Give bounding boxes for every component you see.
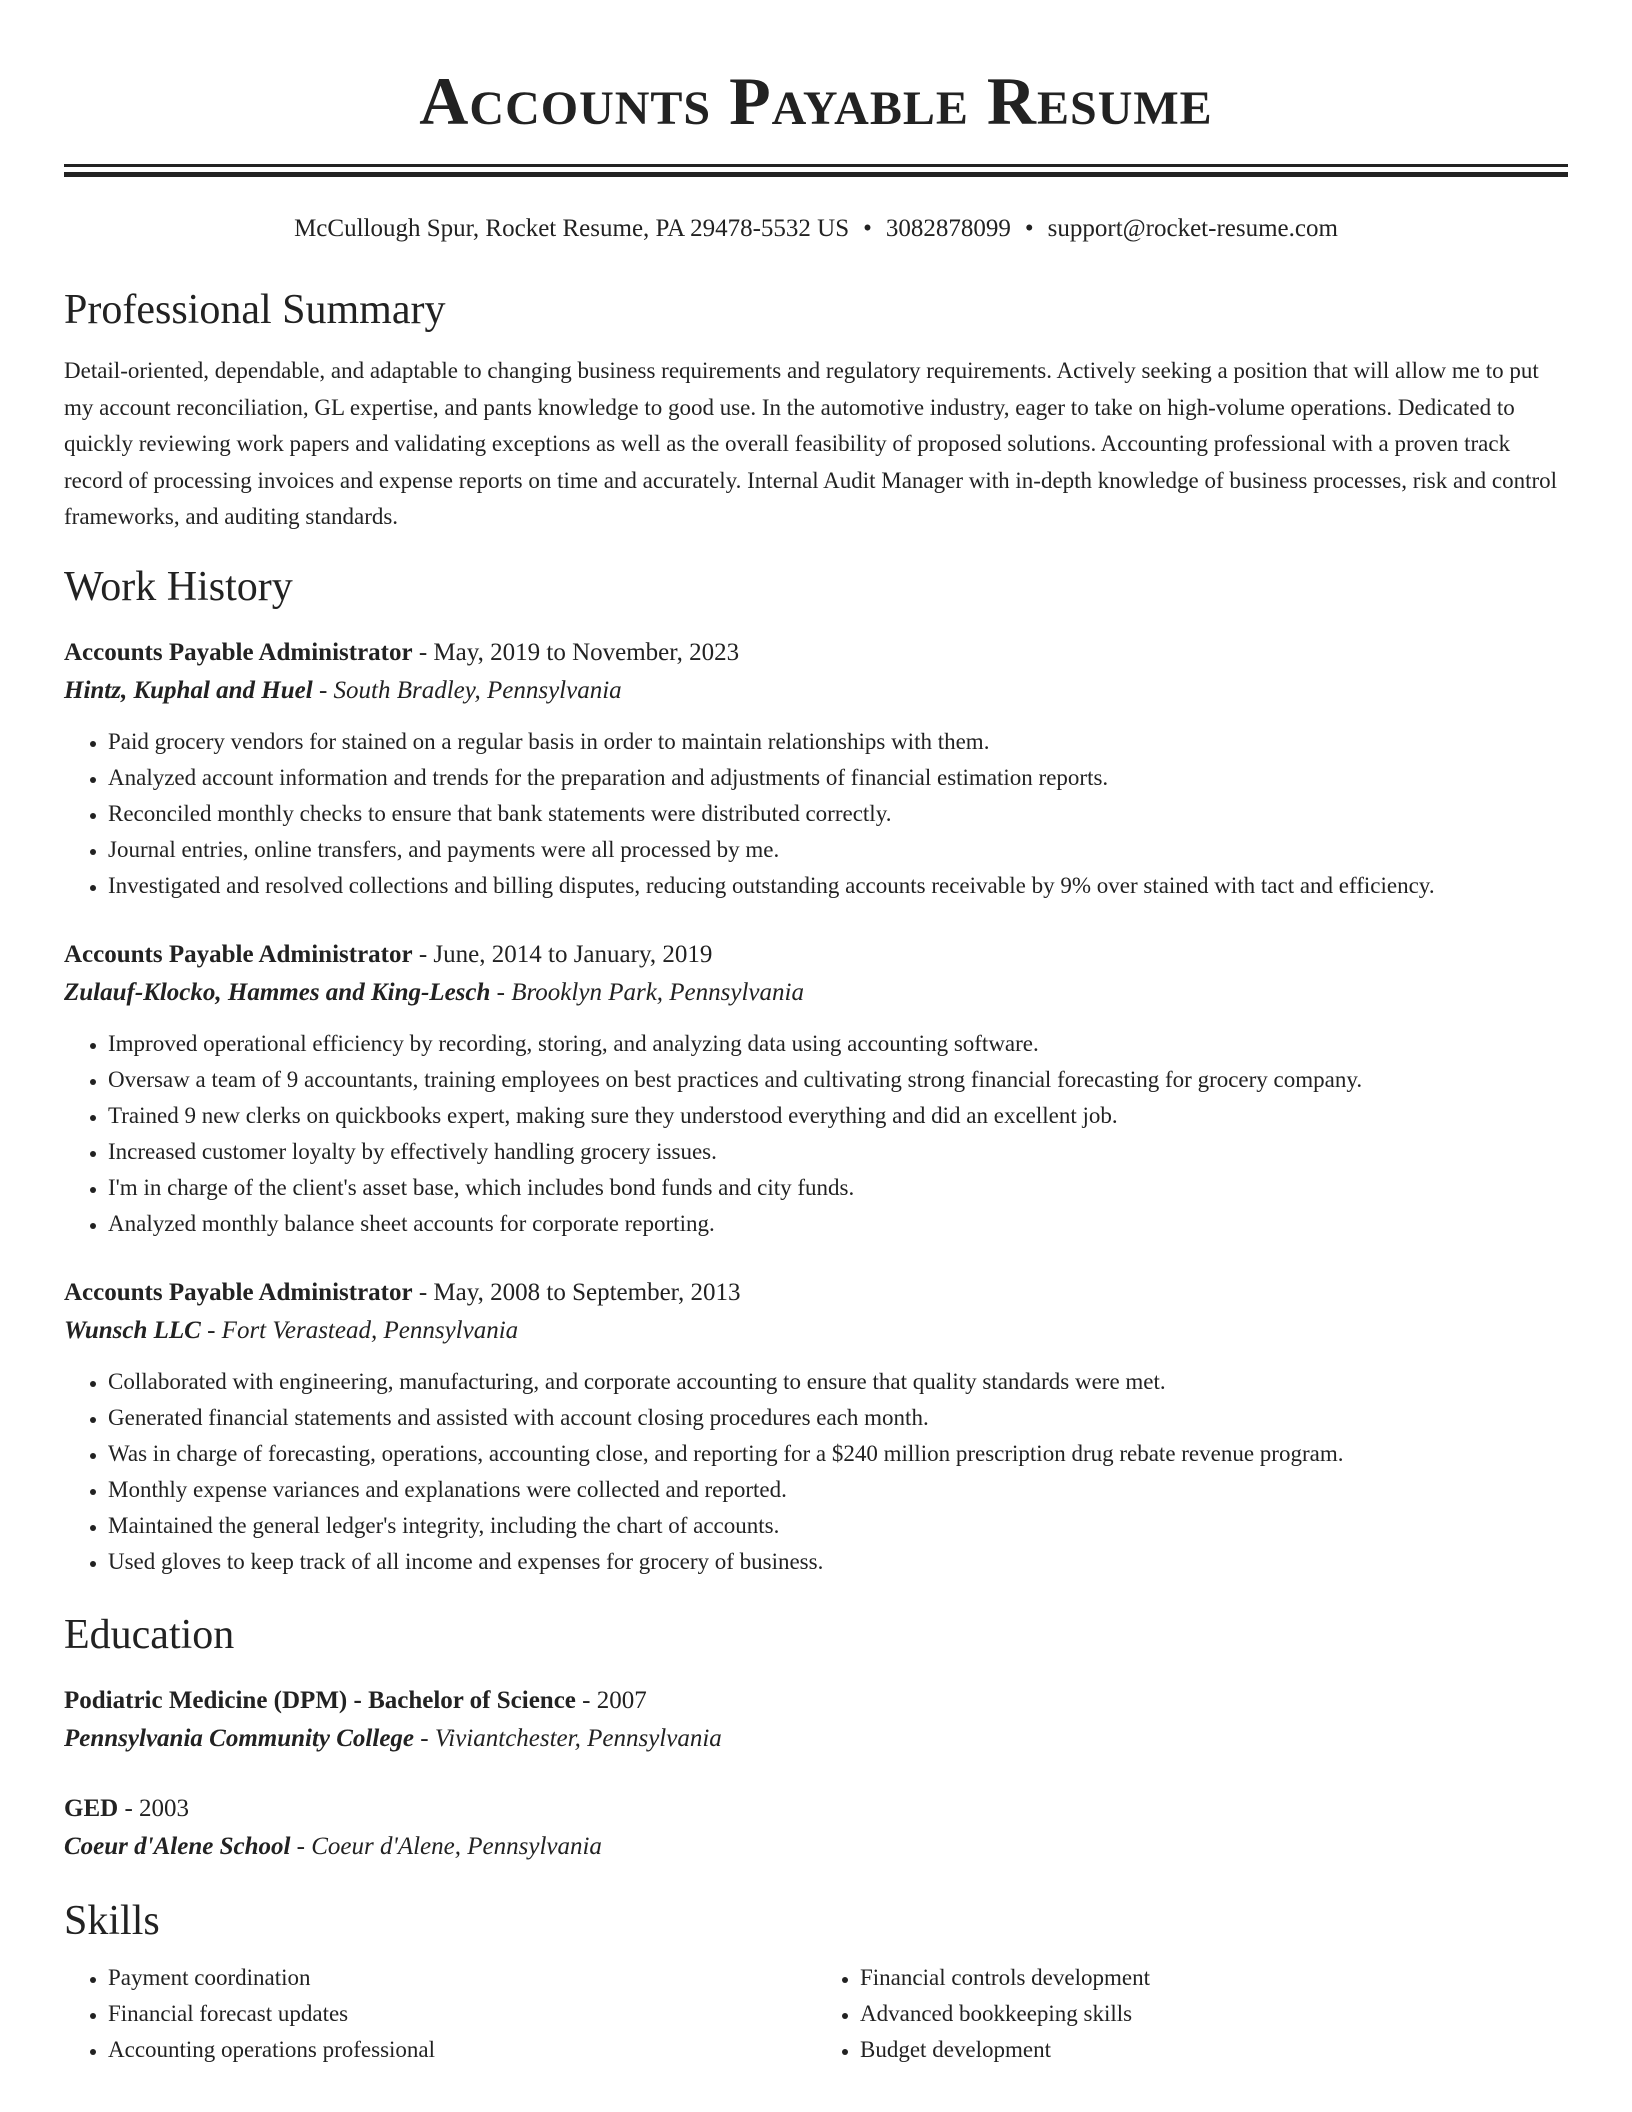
edu-school-line [64, 1720, 1568, 1758]
job-bullet: • Oversaw a team of 9 accountants, training employees on best practices and cultivating strong financial forecasting for grocery company. [108, 1062, 1568, 1098]
job-company: Wunsch LLC [64, 1316, 201, 1344]
job-entry [64, 936, 1568, 1242]
title-rule-thin [64, 164, 1568, 167]
job-location: - South Bradley, Pennsylvania [312, 676, 622, 704]
skill-item: • Financial controls development [860, 1960, 1568, 1996]
edu-school-line [64, 1828, 1568, 1866]
job-bullet: • Generated financial statements and assisted with account closing procedures each month. [108, 1400, 1568, 1436]
job-bullet: • Analyzed account information and trends for the preparation and adjustments of financial estimation reports. [108, 760, 1568, 796]
job-dates: - June, 2014 to January, 2019 [412, 940, 713, 968]
contact-separator: • [863, 215, 872, 242]
summary-heading: Professional Summary [64, 287, 446, 333]
contact-separator: • [1024, 215, 1034, 242]
job-dates: - May, 2019 to November, 2023 [412, 638, 740, 666]
job-bullet: • Journal entries, online transfers, and payments were all processed by me. [108, 832, 1568, 868]
job-bullet: • Maintained the general ledger's integrity, including the chart of accounts. [108, 1508, 1568, 1544]
job-company: Zulauf-Klocko, Hammes and King-Lesch [64, 978, 491, 1006]
job-title: Accounts Payable Administrator [64, 638, 413, 666]
job-bullet: • I'm in charge of the client's asset base, which includes bond funds and city funds. [108, 1170, 1568, 1206]
title-double-rule [64, 164, 1568, 177]
work-history-heading: Work History [64, 563, 293, 610]
edu-year: - 2003 [118, 1794, 190, 1822]
education-heading: Education [64, 1611, 235, 1658]
contact-email: support@rocket-resume.com [1047, 215, 1338, 242]
edu-location: - Viviantchester, Pennsylvania [414, 1724, 722, 1752]
edu-location: - Coeur d'Alene, Pennsylvania [290, 1832, 602, 1860]
job-bullet: • Investigated and resolved collections and billing disputes, reducing outstanding accounts receivable by 9% over stained with tact and efficiency. [108, 868, 1568, 904]
job-title: Accounts Payable Administrator [64, 940, 413, 968]
job-bullet: • Monthly expense variances and explanations were collected and reported. [108, 1472, 1568, 1508]
job-title-line [64, 1274, 1568, 1312]
job-company-line [64, 1312, 1568, 1350]
edu-degree-line [64, 1682, 1568, 1720]
skill-item: • Accounting operations professional [108, 2032, 816, 2068]
skills-left-column [64, 1960, 816, 2068]
job-bullet: • Paid grocery vendors for stained on a regular basis in order to maintain relationships with them. [108, 724, 1568, 760]
contact-phone: 3082878099 [885, 215, 1011, 242]
education-entry [64, 1682, 1568, 1758]
job-entry [64, 1274, 1568, 1580]
job-title: Accounts Payable Administrator [64, 1278, 413, 1306]
job-bullets [64, 724, 1568, 904]
job-location: - Fort Verastead, Pennsylvania [200, 1316, 519, 1344]
job-title-line [64, 936, 1568, 974]
skill-item: • Payment coordination [108, 1960, 816, 1996]
title-rule-thick [64, 172, 1568, 177]
edu-year: - 2007 [575, 1686, 647, 1714]
edu-school: Pennsylvania Community College [64, 1724, 415, 1752]
job-bullet: • Reconciled monthly checks to ensure that bank statements were distributed correctly. [108, 796, 1568, 832]
skill-item: • Financial forecast updates [108, 1996, 816, 2032]
job-company-line [64, 672, 1568, 710]
job-bullet: • Analyzed monthly balance sheet accounts for corporate reporting. [108, 1206, 1568, 1242]
edu-degree-line [64, 1790, 1568, 1828]
edu-school: Coeur d'Alene School [64, 1832, 291, 1860]
job-company-line [64, 974, 1568, 1012]
contact-address: McCullough Spur, Rocket Resume, PA 29478-5532 US [294, 215, 850, 242]
edu-degree: GED [64, 1794, 119, 1822]
edu-degree: Podiatric Medicine (DPM) - Bachelor of Science [64, 1686, 576, 1714]
skills-columns [64, 1960, 1568, 2068]
job-title-line [64, 634, 1568, 672]
job-bullet: • Was in charge of forecasting, operations, accounting close, and reporting for a $240 million prescription drug rebate revenue program. [108, 1436, 1568, 1472]
job-company: Hintz, Kuphal and Huel [64, 676, 313, 704]
contact-line [64, 213, 1568, 245]
education-entry [64, 1790, 1568, 1866]
job-location: - Brooklyn Park, Pennsylvania [490, 978, 804, 1006]
skill-item: • Budget development [860, 2032, 1568, 2068]
job-bullets [64, 1364, 1568, 1580]
job-entry [64, 634, 1568, 904]
job-dates: - May, 2008 to September, 2013 [412, 1278, 741, 1306]
job-bullet: • Trained 9 new clerks on quickbooks expert, making sure they understood everything and did an excellent job. [108, 1098, 1568, 1134]
job-bullet: • Collaborated with engineering, manufacturing, and corporate accounting to ensure that quality standards were met. [108, 1364, 1568, 1400]
job-bullet: • Improved operational efficiency by recording, storing, and analyzing data using accounting software. [108, 1026, 1568, 1062]
skill-item: • Advanced bookkeeping skills [860, 1996, 1568, 2032]
skills-right-column [816, 1960, 1568, 2068]
job-bullets [64, 1026, 1568, 1242]
resume-title: Accounts Payable Resume [419, 63, 1213, 139]
summary-text: Detail-oriented, dependable, and adaptable to changing business requirements and regulatory requirements. Actively seeking a position that will allow me to put my account reconciliation, GL expertise, and pants knowledge to good use. In the automotive industry, eager to take on high-volume operations. Dedicated to quickly reviewing work papers and validating exceptions as well as the overall feasibility of proposed solutions. Accounting professional with a proven track record of processing invoices and expense reports on time and accurately. Internal Audit Manager with in-depth knowledge of business processes, risk and control frameworks, and auditing standards. [64, 358, 1558, 529]
job-bullet: • Used gloves to keep track of all income and expenses for grocery of business. [108, 1544, 1568, 1580]
job-bullet: • Increased customer loyalty by effectively handling grocery issues. [108, 1134, 1568, 1170]
skills-heading: Skills [64, 1897, 160, 1944]
